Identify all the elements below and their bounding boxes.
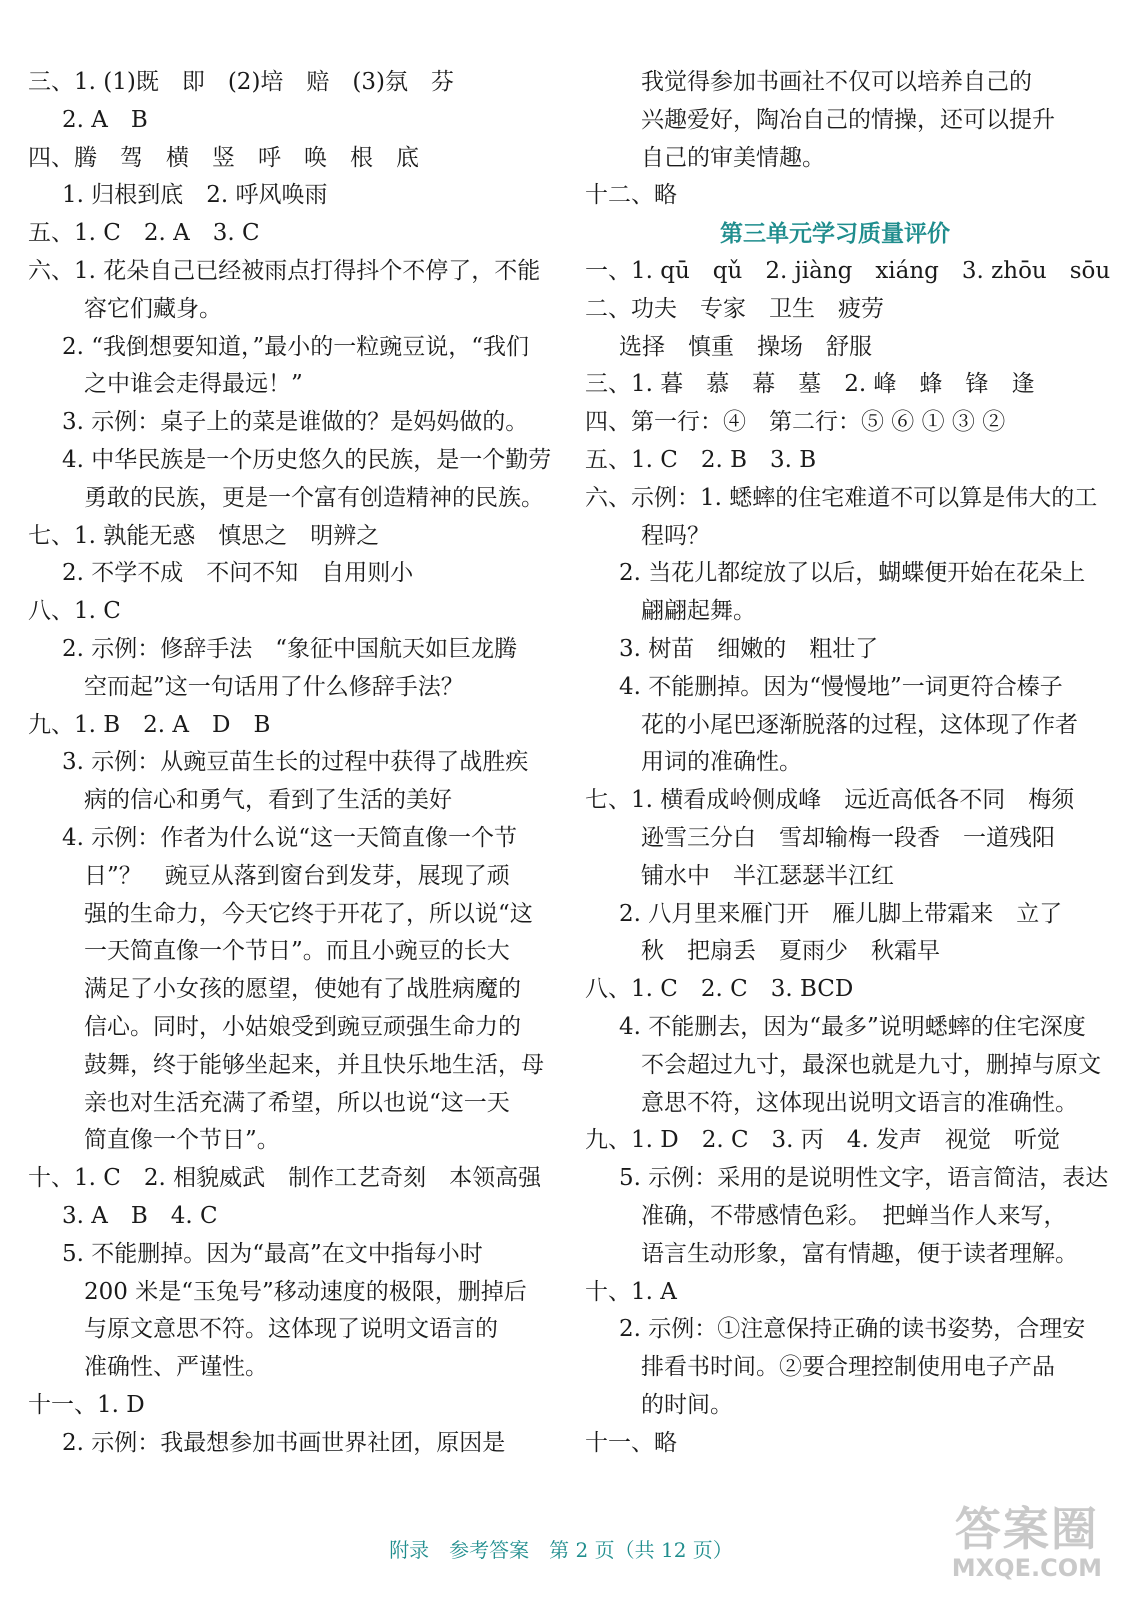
answer-line: 3. 示例：从豌豆苗生长的过程中获得了战胜疾 bbox=[62, 749, 529, 776]
answer-line: 排看书时间。②要合理控制使用电子产品 bbox=[641, 1354, 1055, 1381]
answer-line: 容它们藏身。 bbox=[84, 295, 222, 322]
answer-line: 五、1. C 2. B 3. B bbox=[585, 446, 817, 473]
answer-line: 十一、略 bbox=[585, 1429, 677, 1456]
page-footer: 附录 参考答案 第 2 页（共 12 页） bbox=[389, 1538, 733, 1562]
answer-line: 意思不符，这体现出说明文语言的准确性。 bbox=[641, 1089, 1078, 1116]
answer-line: 强的生命力，今天它终于开花了，所以说“这 bbox=[84, 900, 533, 927]
answer-line: 5. 示例：采用的是说明性文字，语言简洁，表达 bbox=[619, 1165, 1109, 1192]
answer-line: 200 米是“玉兔号”移动速度的极限，删掉后 bbox=[84, 1278, 527, 1305]
answer-column-left bbox=[28, 64, 552, 1462]
answer-line: 满足了小女孩的愿望，使她有了战胜病魔的 bbox=[84, 976, 521, 1003]
answer-line: 2. “我倒想要知道，”最小的一粒豌豆说，“我们 bbox=[62, 333, 530, 360]
answer-line: 程吗？ bbox=[641, 522, 710, 549]
answer-line: 铺水中 半江瑟瑟半江红 bbox=[641, 862, 894, 889]
answer-line: 八、1. C 2. C 3. BCD bbox=[585, 976, 854, 1003]
answer-line: 八、1. C bbox=[28, 598, 121, 625]
answer-line: 3. 示例：桌子上的菜是谁做的？是妈妈做的。 bbox=[62, 409, 529, 436]
section-heading: 第三单元学习质量评价 bbox=[720, 220, 950, 248]
answer-line: 兴趣爱好，陶冶自己的情操，还可以提升 bbox=[641, 106, 1055, 133]
answer-line: 七、1. 孰能无惑 慎思之 明辨之 bbox=[28, 522, 380, 549]
watermark-title: 答案圈 bbox=[954, 1502, 1099, 1556]
answer-line: 十二、略 bbox=[585, 182, 677, 209]
answer-line: 2. 不学不成 不问不知 自用则小 bbox=[62, 560, 414, 587]
watermark-logo bbox=[952, 1504, 1102, 1582]
answer-line: 一天简直像一个节日”。而且小豌豆的长大 bbox=[84, 938, 510, 965]
answer-line: 五、1. C 2. A 3. C bbox=[28, 220, 260, 247]
answer-line: 2. A B bbox=[62, 106, 148, 133]
answer-line: 四、第一行：④ 第二行：⑤ ⑥ ① ③ ② bbox=[585, 409, 1006, 436]
answer-line: 不会超过九寸，最深也就是九寸，删掉与原文 bbox=[641, 1051, 1101, 1078]
answer-line: 六、示例：1. 蟋蟀的住宅难道不可以算是伟大的工 bbox=[585, 484, 1098, 511]
answer-line: 一、1. qū qǔ 2. jiàng xiáng 3. zhōu sōu bbox=[585, 257, 1111, 284]
answer-line: 四、腾 驾 横 竖 呼 唤 根 底 bbox=[28, 144, 419, 171]
answer-line: 4. 不能删去，因为“最多”说明蟋蟀的住宅深度 bbox=[619, 1013, 1086, 1040]
answer-line: 勇敢的民族，更是一个富有创造精神的民族。 bbox=[84, 484, 544, 511]
answer-line: 十、1. C 2. 相貌威武 制作工艺奇刻 本领高强 bbox=[28, 1165, 542, 1192]
answer-line: 2. 当花儿都绽放了以后，蝴蝶便开始在花朵上 bbox=[619, 560, 1086, 587]
answer-line: 病的信心和勇气，看到了生活的美好 bbox=[84, 787, 452, 814]
answer-line: 逊雪三分白 雪却输梅一段香 一道残阳 bbox=[641, 824, 1055, 851]
answer-line: 十、1. A bbox=[585, 1278, 677, 1305]
answer-line: 3. A B 4. C bbox=[62, 1202, 218, 1229]
answer-line: 之中谁会走得最远！” bbox=[84, 371, 303, 398]
answer-line: 2. 示例：我最想参加书画世界社团，原因是 bbox=[62, 1429, 506, 1456]
answer-line: 3. 树苗 细嫩的 粗壮了 bbox=[619, 635, 879, 662]
answer-line: 六、1. 花朵自己已经被雨点打得抖个不停了，不能 bbox=[28, 257, 541, 284]
answer-line: 花的小尾巴逐渐脱落的过程，这体现了作者 bbox=[641, 711, 1078, 738]
answer-line: 七、1. 横看成岭侧成峰 远近高低各不同 梅须 bbox=[585, 787, 1075, 814]
answer-line: 4. 示例：作者为什么说“这一天简直像一个节 bbox=[62, 824, 518, 851]
answer-line: 二、功夫 专家 卫生 疲劳 bbox=[585, 295, 884, 322]
answer-line: 2. 八月里来雁门开 雁儿脚上带霜来 立了 bbox=[619, 900, 1063, 927]
answer-column-right bbox=[585, 64, 1111, 1462]
answer-line: 简直像一个节日”。 bbox=[84, 1127, 280, 1154]
answer-line: 秋 把扇丢 夏雨少 秋霜早 bbox=[641, 938, 940, 965]
answer-line: 三、1. (1)既 即 (2)培 赔 (3)氛 芬 bbox=[28, 69, 454, 95]
answer-line: 我觉得参加书画社不仅可以培养自己的 bbox=[641, 69, 1032, 95]
answer-line: 准确，不带感情色彩。 把蝉当作人来写， bbox=[641, 1202, 1067, 1229]
answer-line: 准确性、严谨性。 bbox=[84, 1354, 268, 1381]
answer-line: 5. 不能删掉。因为“最高”在文中指每小时 bbox=[62, 1240, 483, 1267]
answer-line: 十一、1. D bbox=[28, 1391, 145, 1418]
answer-line: 鼓舞，终于能够坐起来，并且快乐地生活，母 bbox=[84, 1051, 544, 1078]
answer-line: 三、1. 暮 慕 幕 墓 2. 峰 蜂 锋 逢 bbox=[585, 371, 1035, 398]
answer-line: 翩翩起舞。 bbox=[641, 598, 756, 625]
answer-line: 2. 示例：修辞手法 “象征中国航天如巨龙腾 bbox=[62, 635, 518, 662]
answer-line: 信心。同时，小姑娘受到豌豆顽强生命力的 bbox=[84, 1013, 521, 1040]
answer-line: 用词的准确性。 bbox=[641, 749, 802, 776]
answer-line: 九、1. B 2. A D B bbox=[28, 711, 271, 738]
watermark-site: MXQE.COM bbox=[951, 1554, 1102, 1582]
answer-line: 与原文意思不符。这体现了说明文语言的 bbox=[84, 1316, 498, 1343]
answer-line: 的时间。 bbox=[641, 1391, 733, 1418]
answer-line: 亲也对生活充满了希望，所以也说“这一天 bbox=[84, 1089, 510, 1116]
answer-line: 自己的审美情趣。 bbox=[641, 144, 825, 171]
answer-line: 2. 示例：①注意保持正确的读书姿势，合理安 bbox=[619, 1316, 1086, 1343]
answer-line: 空而起”这一句话用了什么修辞手法？ bbox=[84, 673, 464, 700]
answer-line: 1. 归根到底 2. 呼风唤雨 bbox=[62, 182, 328, 209]
answer-line: 九、1. D 2. C 3. 丙 4. 发声 视觉 听觉 bbox=[585, 1127, 1061, 1154]
answer-line: 4. 不能删掉。因为“慢慢地”一词更符合榛子 bbox=[619, 673, 1063, 700]
answer-line: 语言生动形象，富有情趣，便于读者理解。 bbox=[641, 1240, 1078, 1267]
answer-line: 4. 中华民族是一个历史悠久的民族，是一个勤劳 bbox=[62, 446, 552, 473]
answer-line: 日”？ 豌豆从落到窗台到发芽，展现了顽 bbox=[84, 862, 510, 889]
answer-line: 选择 慎重 操场 舒服 bbox=[619, 333, 872, 360]
